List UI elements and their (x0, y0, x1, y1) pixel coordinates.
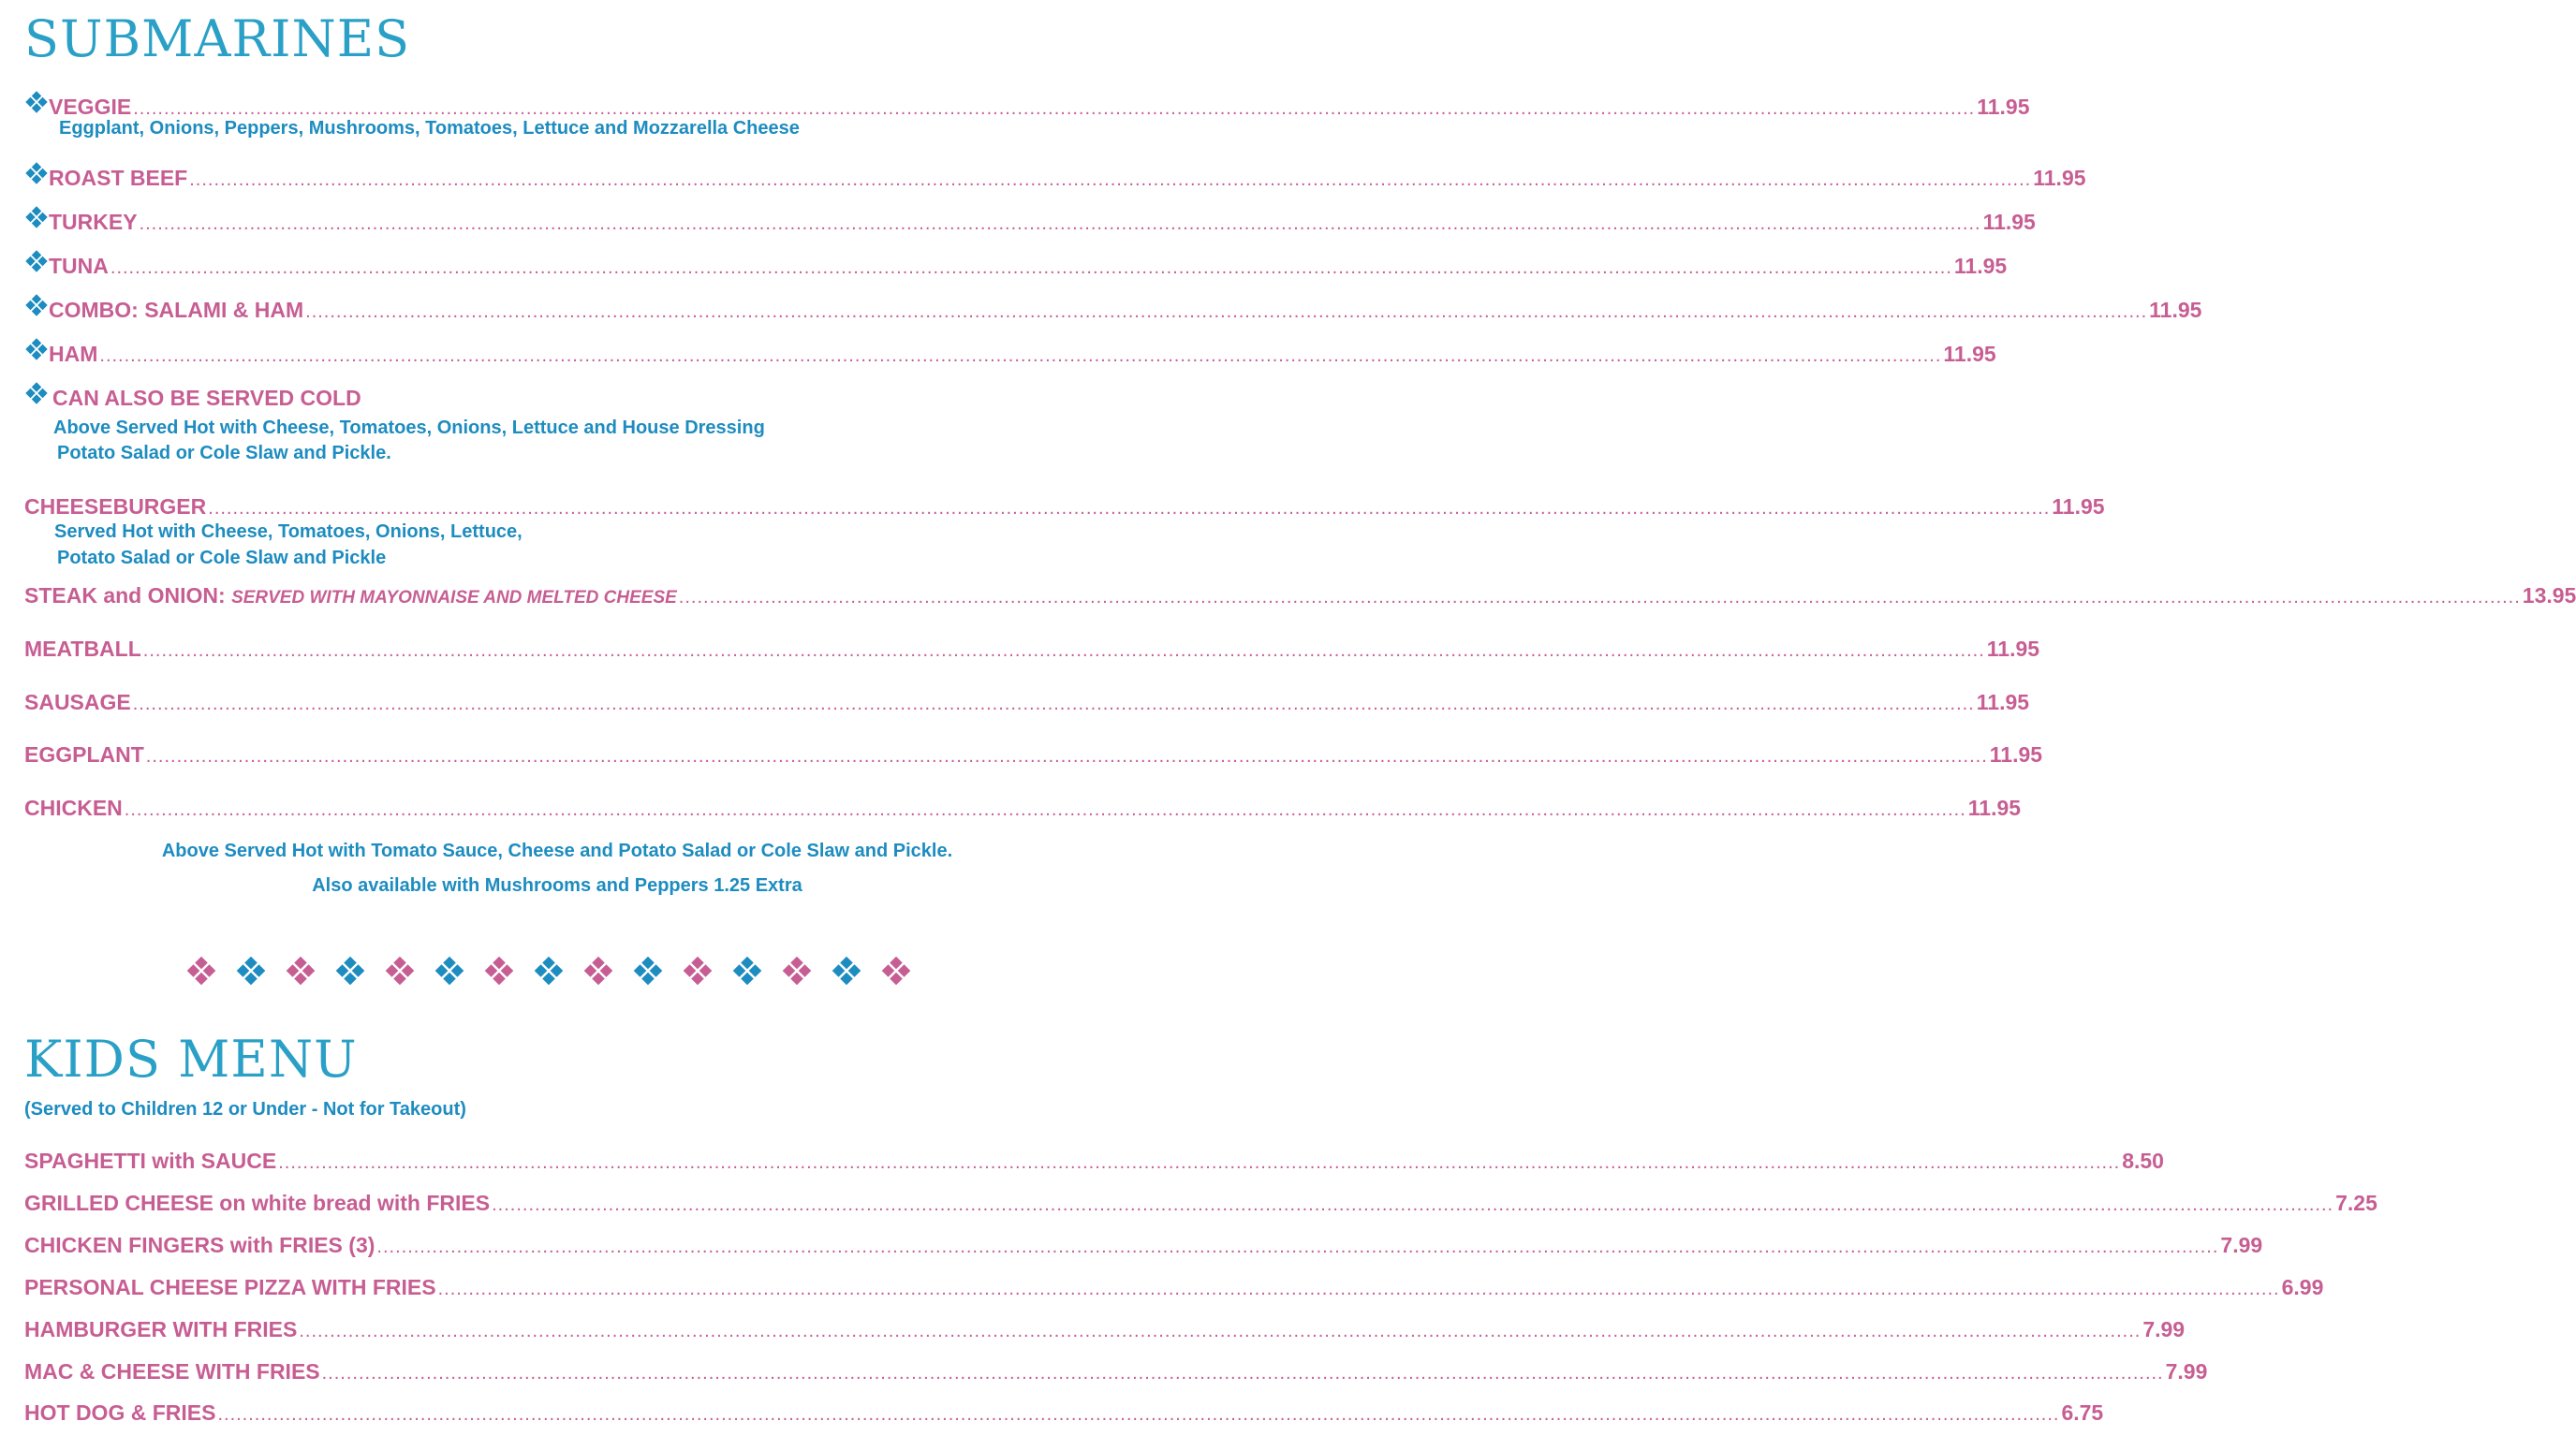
divider-diamond-icon (533, 955, 582, 989)
item-price: 11.95 (2149, 298, 2202, 322)
dot-leader: ............................................................................................................................................................................................................................................................................................................ (133, 98, 1976, 119)
dot-leader: ............................................................................................................................................................................................................................................................................................................ (139, 213, 1981, 234)
item-price: 6.75 (2061, 1400, 2104, 1425)
hot-note-line1: Above Served Hot with Cheese, Tomatoes, Onions, Lettuce and House Dressing (53, 418, 765, 438)
veggie-description: Eggplant, Onions, Peppers, Mushrooms, Tomatoes, Lettuce and Mozzarella Cheese (59, 118, 800, 139)
divider-diamond-icon (434, 955, 483, 989)
diamond-bullet-icon (24, 381, 52, 405)
dot-leader: ............................................................................................................................................................................................................................................................................................................ (110, 257, 1952, 278)
item-price: 7.99 (2165, 1359, 2208, 1384)
item-price: 7.99 (2142, 1317, 2186, 1341)
item-price: 7.25 (2335, 1191, 2377, 1215)
menu-item-steak-onion (24, 583, 2576, 608)
dot-leader: ............................................................................................................................................................................................................................................................................................................ (189, 169, 2032, 190)
item-name: CHICKEN FINGERS with FRIES (3) (24, 1233, 375, 1257)
item-price: 11.95 (1989, 742, 2043, 767)
dot-leader: ............................................................................................................................................................................................................................................................................................................ (492, 1194, 2334, 1215)
divider-diamond-icon (285, 955, 334, 989)
kids-menu-title: KIDS MENU (24, 1030, 358, 1089)
steak-name: STEAK and ONION: (24, 583, 232, 608)
menu-item-served-cold (24, 381, 1079, 411)
menu-item-veggie (24, 90, 2030, 120)
dot-leader: ............................................................................................................................................................................................................................................................................................................ (124, 799, 1966, 820)
item-name: VEGGIE (49, 95, 132, 119)
submarines-title: SUBMARINES (24, 9, 411, 68)
item-name: SPAGHETTI with SAUCE (24, 1149, 277, 1173)
menu-item-roast-beef (24, 161, 2086, 191)
item-name: TURKEY (49, 210, 138, 234)
divider-diamond-icon (831, 955, 880, 989)
item-price: 11.95 (1976, 690, 2030, 714)
kids-item-hamburger (24, 1317, 2186, 1342)
item-name: EGGPLANT (24, 742, 144, 767)
kids-item-personal-pizza (24, 1275, 2324, 1300)
item-name: GRILLED CHEESE on white bread with FRIES (24, 1191, 491, 1215)
item-price: 11.95 (1986, 637, 2040, 661)
divider-diamond-icon (334, 955, 384, 989)
item-price: 11.95 (1953, 254, 2008, 278)
dot-leader: ............................................................................................................................................................................................................................................................................................................ (208, 498, 2051, 519)
dot-leader: ............................................................................................................................................................................................................................................................................................................ (99, 345, 1942, 366)
item-price: 11.95 (1977, 95, 2030, 119)
diamond-bullet-icon (24, 205, 49, 229)
kids-item-spaghetti (24, 1149, 2164, 1174)
divider-diamond-icon (682, 955, 731, 989)
item-price: 6.99 (2281, 1275, 2324, 1299)
item-name: MAC & CHEESE WITH FRIES (24, 1359, 320, 1384)
diamond-bullet-icon (24, 90, 49, 114)
kids-item-mac-cheese (24, 1359, 2208, 1385)
item-price: 11.95 (1967, 796, 2022, 820)
cheeseburger-desc-line1: Served Hot with Cheese, Tomatoes, Onions, Lettuce, (54, 521, 523, 542)
divider-diamond-icon (731, 955, 781, 989)
dot-leader: ............................................................................................................................................................................................................................................................................................................ (305, 301, 2148, 322)
item-name: COMBO: SALAMI & HAM (49, 298, 304, 322)
item-price: 7.99 (2220, 1233, 2263, 1257)
divider-diamond-icon (582, 955, 632, 989)
kids-item-hot-dog (24, 1400, 2104, 1426)
diamond-bullet-icon (24, 161, 49, 185)
item-name: HAMBURGER WITH FRIES (24, 1317, 298, 1341)
item-price: 8.50 (2122, 1149, 2164, 1173)
item-price: 11.95 (2033, 166, 2086, 190)
cheeseburger-desc-line2: Potato Salad or Cole Slaw and Pickle (57, 548, 387, 568)
menu-item-ham (24, 337, 1996, 367)
dot-leader: ............................................................................................................................................................................................................................................................................................................ (278, 1152, 2121, 1173)
item-name: CAN ALSO BE SERVED COLD (52, 386, 361, 410)
dot-leader: ............................................................................................................................................................................................................................................................................................................ (376, 1237, 2219, 1257)
item-name: SAUSAGE (24, 690, 131, 714)
menu-item-combo (24, 293, 2202, 323)
item-name: CHICKEN (24, 796, 123, 820)
item-name: CHEESEBURGER (24, 494, 207, 519)
menu-item-chicken (24, 796, 2022, 821)
item-name: HOT DOG & FRIES (24, 1400, 216, 1425)
diamond-divider (185, 955, 935, 989)
dot-leader: ............................................................................................................................................................................................................................................................................................................ (145, 746, 1988, 767)
item-name (24, 583, 677, 608)
item-name: ROAST BEEF (49, 166, 188, 190)
diamond-bullet-icon (24, 293, 49, 317)
item-name: PERSONAL CHEESE PIZZA WITH FRIES (24, 1275, 436, 1299)
divider-diamond-icon (781, 955, 831, 989)
kids-item-grilled-cheese (24, 1191, 2377, 1216)
dot-leader: ............................................................................................................................................................................................................................................................................................................ (132, 694, 1975, 714)
dot-leader: ............................................................................................................................................................................................................................................................................................................ (299, 1321, 2142, 1341)
menu-item-meatball (24, 637, 2040, 662)
submarines-footer-line1: Above Served Hot with Tomato Sauce, Cheese and Potato Salad or Cole Slaw and Pickle. (161, 841, 953, 861)
menu-item-turkey (24, 205, 2036, 235)
item-price: 13.95 (2522, 583, 2576, 608)
item-price: 11.95 (1943, 342, 1996, 366)
steak-note: SERVED WITH MAYONNAISE AND MELTED CHEESE (231, 588, 677, 608)
submarines-footer-line2: Also available with Mushrooms and Peppers 1.25 Extra (312, 875, 802, 896)
divider-diamond-icon (185, 955, 235, 989)
divider-diamond-icon (384, 955, 434, 989)
item-name: MEATBALL (24, 637, 141, 661)
menu-item-cheeseburger (24, 494, 2105, 520)
dot-leader: ............................................................................................................................................................................................................................................................................................................ (437, 1279, 2280, 1299)
menu-item-sausage (24, 690, 2030, 715)
menu-item-tuna (24, 249, 2008, 279)
diamond-bullet-icon (24, 337, 49, 361)
dot-leader: ............................................................................................................................................................................................................................................................................................................ (217, 1404, 2060, 1425)
kids-menu-subtitle: (Served to Children 12 or Under - Not for Takeout) (24, 1099, 466, 1120)
dot-leader: ............................................................................................................................................................................................................................................................................................................ (321, 1363, 2164, 1384)
divider-diamond-icon (880, 955, 930, 989)
kids-item-chicken-fingers (24, 1233, 2263, 1258)
item-price: 11.95 (1982, 210, 2036, 234)
item-price: 11.95 (2052, 494, 2105, 519)
diamond-bullet-icon (24, 249, 49, 273)
divider-diamond-icon (632, 955, 682, 989)
item-name: TUNA (49, 254, 109, 278)
item-name: HAM (49, 342, 98, 366)
dot-leader: ............................................................................................................................................................................................................................................................................................................ (678, 587, 2521, 608)
divider-diamond-icon (483, 955, 533, 989)
dot-leader: ............................................................................................................................................................................................................................................................................................................ (142, 640, 1985, 661)
divider-diamond-icon (235, 955, 285, 989)
hot-note-line2: Potato Salad or Cole Slaw and Pickle. (57, 443, 391, 463)
menu-item-eggplant (24, 742, 2043, 768)
